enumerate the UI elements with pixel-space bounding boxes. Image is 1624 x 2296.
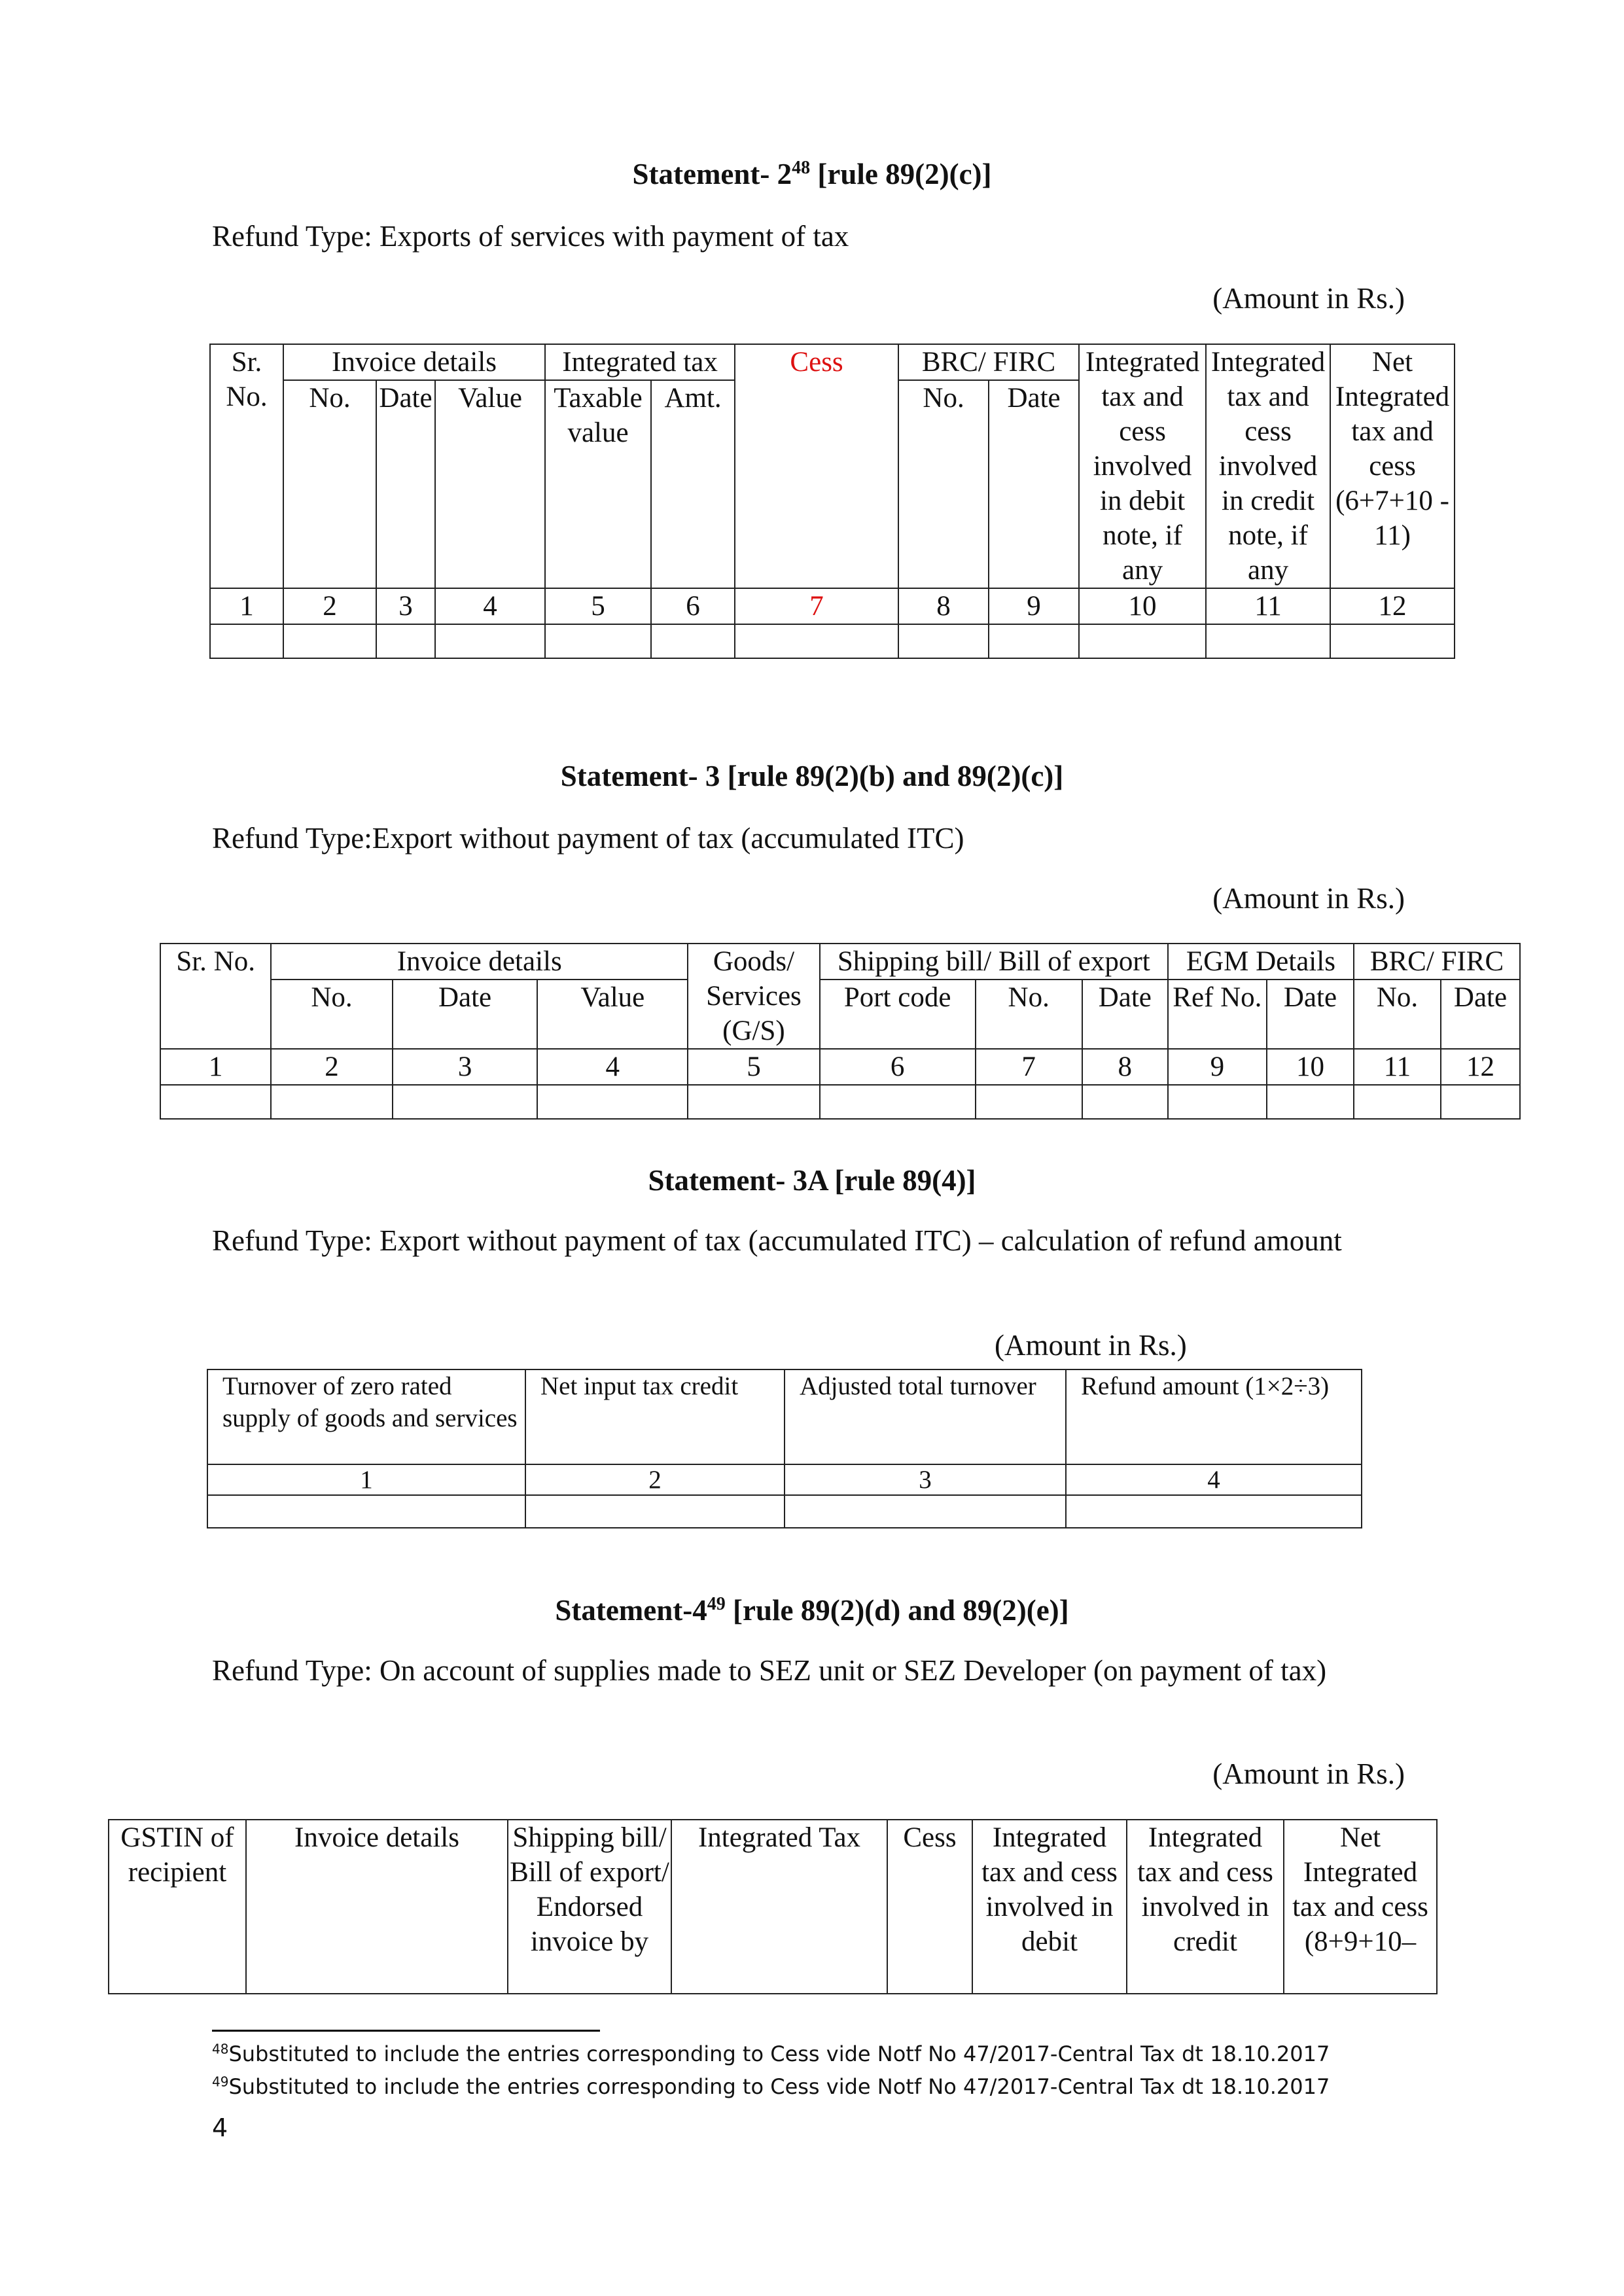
net-header: Net Integrated tax and cess (8+9+10– [1284,1820,1437,1994]
statement3a-title: Statement- 3A [rule 89(4)] [648,1164,976,1197]
goods-services-header: Goods/ Services (G/S) [688,944,820,1049]
sb-date-header: Date [1082,980,1168,1049]
col-number: 4 [537,1049,688,1085]
gstin-header: GSTIN of recipient [109,1820,246,1994]
col-number: 9 [989,588,1079,624]
col-number: 5 [545,588,651,624]
footnote-49: $^{49}$Substituted to include the entries corresponding to Cess vide Notf No 47/2017-Central Tax dt 18.10.2017 [212,2074,1330,2099]
statement3-table [160,943,1521,1120]
port-code-header: Port code [820,980,976,1049]
col-number: 12 [1441,1049,1520,1085]
refund-amount-header: Refund amount (1×2÷3) [1066,1369,1362,1464]
col-number: 9 [1168,1049,1267,1085]
col-number: 8 [1082,1049,1168,1085]
taxable-value-header: Taxable value [545,380,651,588]
col-number: 3 [785,1464,1066,1495]
table-row [160,1085,1520,1119]
statement3a-table [207,1369,1362,1528]
col-number: 10 [1079,588,1206,624]
table-row [207,1495,1362,1528]
debit-note-header: Integrated tax and cess involved in debit note, if any [1079,344,1206,588]
cess-header: Cess [887,1820,972,1994]
sr-no-header: Sr. No. [160,944,271,1049]
amt-header: Amt. [651,380,735,588]
col-number: 1 [207,1464,525,1495]
statement2-refund-type: Refund Type: Exports of services with payment of tax [212,220,849,253]
egm-details-header: EGM Details [1168,944,1354,980]
col-number: 4 [1066,1464,1362,1495]
col-number: 7 [735,588,898,624]
col-number: 6 [820,1049,976,1085]
statement2-title: Statement- $2^{48}$ [rule 89(2)(c)] [632,158,992,190]
col-number: 12 [1330,588,1455,624]
sb-no-header: No. [976,980,1082,1049]
statement3a-refund-type: Refund Type: Export without payment of tax (accumulated ITC) – calculation of refund amount [212,1224,1342,1257]
col-number: 2 [283,588,376,624]
statement4-refund-type: Refund Type: On account of supplies made to SEZ unit or SEZ Developer (on payment of tax) [212,1654,1327,1687]
ref-no-header: Ref No. [1168,980,1267,1049]
statement3a-amount-note: (Amount in Rs.) [995,1329,1187,1362]
col-number: 3 [376,588,435,624]
col-number: 3 [393,1049,538,1085]
col-number: 10 [1267,1049,1354,1085]
invoice-details-header: Invoice details [271,944,688,980]
statement4-amount-note: (Amount in Rs.) [1212,1757,1405,1790]
debit-header: Integrated tax and cess involved in debit [972,1820,1127,1994]
shipping-bill-header: Shipping bill/ Bill of export/ Endorsed invoice by [508,1820,671,1994]
integrated-tax-header: Integrated tax [545,344,735,380]
turnover-header: Turnover of zero rated supply of goods and services [207,1369,525,1464]
col-number: 6 [651,588,735,624]
statement4-table [108,1819,1438,1994]
statement3-title: Statement- 3 [rule 89(2)(b) and 89(2)(c)] [560,760,1064,792]
brc-date-header: Date [989,380,1079,588]
invoice-value-header: Value [537,980,688,1049]
invoice-no-header: No. [283,380,376,588]
footnote-48: $^{48}$Substituted to include the entries corresponding to Cess vide Notf No 47/2017-Central Tax dt 18.10.2017 [212,2041,1330,2066]
col-number: 5 [688,1049,820,1085]
credit-note-header: Integrated tax and cess involved in credit note, if any [1206,344,1330,588]
invoice-no-header: No. [271,980,392,1049]
statement3-refund-type: Refund Type:Export without payment of tax (accumulated ITC) [212,822,964,855]
col-number: 2 [525,1464,785,1495]
invoice-details-header: Invoice details [283,344,545,380]
col-number: 8 [898,588,989,624]
brc-no-header: No. [1354,980,1441,1049]
invoice-value-header: Value [435,380,545,588]
credit-header: Integrated tax and cess involved in credit [1127,1820,1284,1994]
net-header: Net Integrated tax and cess (6+7+10 - 11) [1330,344,1455,588]
footnote-separator [212,2030,600,2032]
table-row [210,624,1455,658]
page-number: 4 [212,2113,228,2142]
invoice-details-header: Invoice details [246,1820,508,1994]
adjusted-turnover-header: Adjusted total turnover [785,1369,1066,1464]
col-number: 1 [210,588,283,624]
statement2-table [209,344,1455,659]
col-number: 1 [160,1049,271,1085]
col-number: 7 [976,1049,1082,1085]
brc-firc-header: BRC/ FIRC [898,344,1079,380]
brc-firc-header: BRC/ FIRC [1354,944,1520,980]
statement4-title: Statement-$4^{49}$ [rule 89(2)(d) and 89(2)(e)] [555,1594,1069,1627]
invoice-date-header: Date [393,980,538,1049]
invoice-date-header: Date [376,380,435,588]
col-number: 2 [271,1049,392,1085]
brc-no-header: No. [898,380,989,588]
sr-no-header: Sr. No. [210,344,283,588]
statement2-amount-note: (Amount in Rs.) [1212,282,1405,315]
shipping-bill-header: Shipping bill/ Bill of export [820,944,1168,980]
cess-header: Cess [735,344,898,588]
col-number: 11 [1206,588,1330,624]
col-number: 11 [1354,1049,1441,1085]
statement3-amount-note: (Amount in Rs.) [1212,882,1405,915]
integrated-tax-header: Integrated Tax [671,1820,887,1994]
net-itc-header: Net input tax credit [525,1369,785,1464]
col-number: 4 [435,588,545,624]
egm-date-header: Date [1267,980,1354,1049]
brc-date-header: Date [1441,980,1520,1049]
